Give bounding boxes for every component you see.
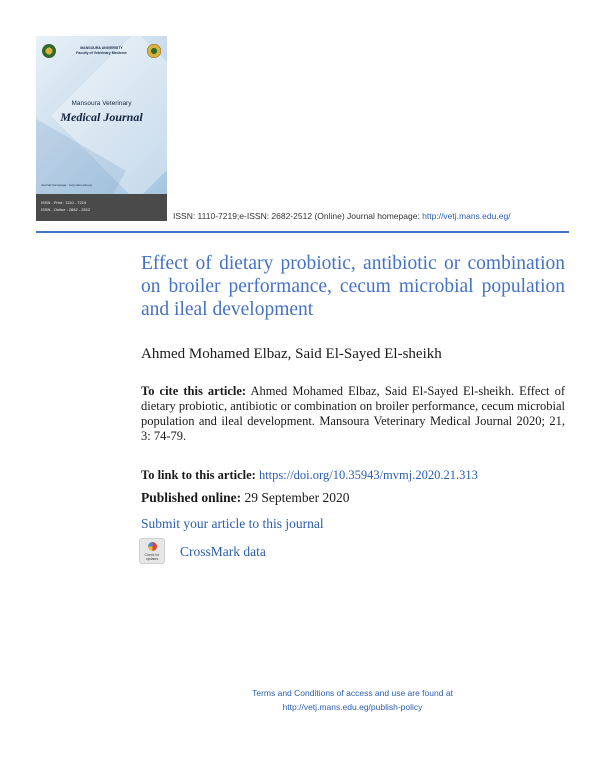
cover-homepage-line: Journal Homepage : vetj.mans.edu.eg bbox=[41, 183, 92, 187]
cover-journal-name-large: Medical Journal bbox=[60, 110, 143, 124]
link-label: To link to this article: bbox=[141, 468, 256, 482]
university-logo-icon bbox=[42, 44, 56, 58]
header-divider bbox=[36, 231, 569, 233]
issn-homepage-line bbox=[173, 211, 511, 221]
cite-label: To cite this article: bbox=[141, 384, 247, 398]
article-link-line bbox=[141, 468, 478, 483]
faculty-logo-icon bbox=[147, 44, 161, 58]
crossmark-badge-text: Check for updates bbox=[144, 553, 160, 561]
footer-terms-text: Terms and Conditions of access and use are found at bbox=[252, 688, 453, 698]
published-line bbox=[141, 490, 350, 506]
published-label: Published online: bbox=[141, 490, 242, 505]
submit-article-link[interactable]: Submit your article to this journal bbox=[141, 516, 324, 531]
cover-university-name: MANSOURA UNIVERSITY Faculty of Veterinary Medicine bbox=[76, 46, 127, 55]
cover-issn-print: ISSN - Print : 1110 - 7219 bbox=[41, 200, 87, 205]
citation-block bbox=[141, 384, 565, 444]
crossmark-icon[interactable] bbox=[139, 538, 165, 564]
cover-journal-name-small: Mansoura Veterinary bbox=[71, 100, 132, 107]
journal-homepage-link[interactable]: http://vetj.mans.edu.eg/ bbox=[422, 211, 511, 221]
cover-issn-box bbox=[36, 194, 167, 221]
footer bbox=[0, 686, 600, 714]
crossmark-logo-icon bbox=[148, 542, 157, 551]
footer-policy-link[interactable]: http://vetj.mans.edu.eg/publish-policy bbox=[282, 702, 423, 712]
doi-link[interactable]: https://doi.org/10.35943/mvmj.2020.21.313 bbox=[255, 468, 478, 482]
article-authors: Ahmed Mohamed Elbaz, Said El-Sayed El-sheikh bbox=[141, 346, 442, 362]
published-date: 29 September 2020 bbox=[241, 490, 350, 505]
cite-text: Ahmed Mohamed Elbaz, Said El-Sayed El-sheikh. Effect of dietary probiotic, antibiotic or combination on broiler performance, cecum microbial population and ileal development. Mansoura Veterinary Medical Journal 2020; 21, 3: 74-79. bbox=[141, 384, 565, 443]
article-title: Effect of dietary probiotic, antibiotic or combination on broiler performance, cecum microbial population and ileal development bbox=[141, 253, 565, 320]
journal-cover-image bbox=[36, 36, 167, 221]
cover-issn-online: ISSN - Online : 2682 - 2512 bbox=[41, 207, 91, 212]
issn-text: ISSN: 1110-7219;e-ISSN: 2682-2512 (Online) Journal homepage: bbox=[173, 211, 423, 221]
crossmark-link[interactable]: CrossMark data bbox=[180, 544, 266, 559]
